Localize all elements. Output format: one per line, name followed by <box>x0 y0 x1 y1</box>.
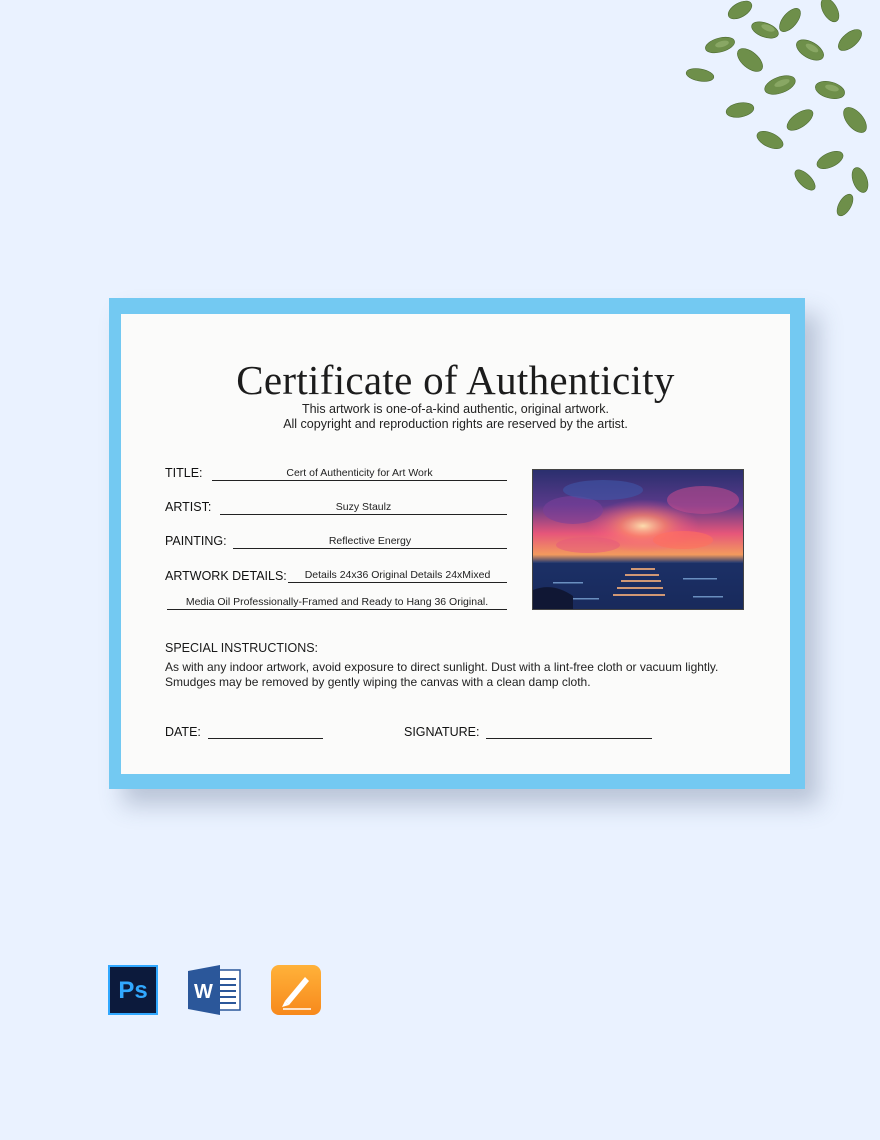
artwork-details-field-line1[interactable]: Details 24x36 Original Details 24xMixed <box>288 567 507 583</box>
date-field[interactable] <box>208 738 323 739</box>
special-instructions-heading: SPECIAL INSTRUCTIONS: <box>165 641 319 655</box>
painting-field[interactable]: Reflective Energy <box>233 533 507 549</box>
pages-icon[interactable] <box>271 965 321 1015</box>
photoshop-icon-label: Ps <box>118 977 148 1004</box>
artist-field[interactable]: Suzy Staulz <box>220 499 507 515</box>
certificate-title: Certificate of Authenticity <box>236 357 675 403</box>
artwork-details-label: ARTWORK DETAILS: <box>165 569 287 583</box>
word-icon-label: W <box>194 981 213 1003</box>
title-label: TITLE: <box>165 466 203 480</box>
certificate-frame <box>109 298 805 789</box>
artwork-details-field-line2[interactable]: Media Oil Professionally-Framed and Ready to Hang 36 Original. <box>167 594 507 610</box>
date-label: DATE: <box>165 725 201 739</box>
certificate-paper <box>121 314 790 774</box>
painting-label: PAINTING: <box>165 534 227 548</box>
artwork-image <box>532 469 744 610</box>
signature-label: SIGNATURE: <box>404 725 480 739</box>
word-icon[interactable] <box>188 965 242 1015</box>
certificate-subtitle-line1: This artwork is one-of-a-kind authentic, original artwork. <box>301 402 610 416</box>
pages-pen-icon <box>271 965 321 1015</box>
word-icon-graphic <box>188 965 242 1015</box>
artist-label: ARTIST: <box>165 500 212 514</box>
photoshop-icon[interactable] <box>108 965 158 1015</box>
title-field[interactable]: Cert of Authenticity for Art Work <box>212 465 507 481</box>
sunset-painting <box>533 470 744 610</box>
certificate-subtitle-line2: All copyright and reproduction rights are reserved by the artist. <box>283 417 628 431</box>
plant-decoration <box>680 0 880 220</box>
special-instructions-text: As with any indoor artwork, avoid exposure to direct sunlight. Dust with a lint-free cloth or vacuum lightly. Smudges may be removed by gently wiping the canvas with a clean damp cloth. <box>165 660 719 689</box>
signature-field[interactable] <box>486 738 652 739</box>
